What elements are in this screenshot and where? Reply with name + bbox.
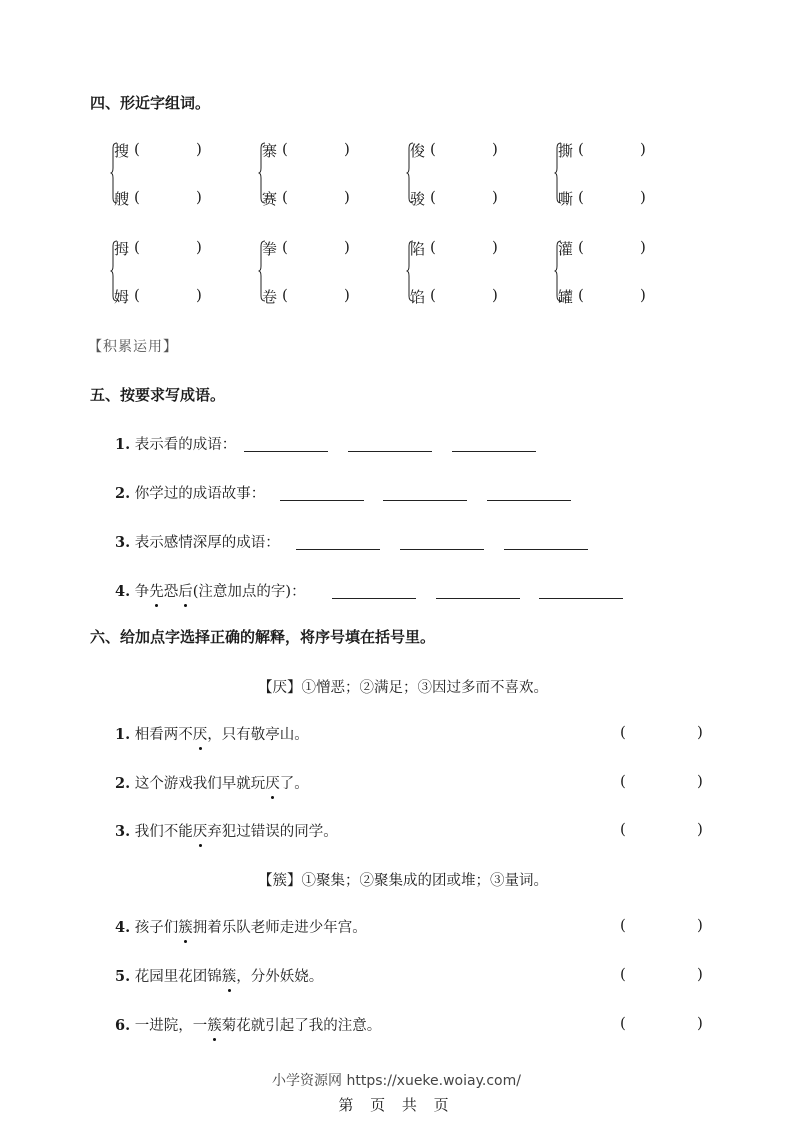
answer-paren-open[interactable]: ( — [620, 1014, 626, 1032]
item-text: ，只有敬亭山。 — [207, 727, 309, 743]
item-text: 拥着乐队老师走进少年宫。 — [192, 920, 367, 936]
answer-paren-open[interactable]: ( — [282, 286, 288, 304]
character: 拳 — [262, 240, 278, 258]
answer-paren-close[interactable]: ) — [640, 238, 646, 256]
answer-paren-close[interactable]: ) — [697, 772, 703, 790]
answer-paren-close[interactable]: ) — [196, 238, 202, 256]
dotted-character: 后 — [178, 580, 193, 601]
answer-paren-close[interactable]: ) — [697, 820, 703, 838]
answer-paren-close[interactable]: ) — [196, 286, 202, 304]
character: 寨 — [262, 142, 278, 160]
item-number: 1. — [115, 436, 131, 453]
answer-paren-close[interactable]: ) — [492, 286, 498, 304]
answer-paren-open[interactable]: ( — [578, 286, 584, 304]
answer-blank[interactable] — [348, 437, 432, 452]
item-number: 3. — [115, 534, 131, 551]
definition-cu: 【簇】①聚集；②聚集成的团或堆；③量词。 — [258, 873, 548, 889]
answer-paren-close[interactable]: ) — [344, 140, 350, 158]
explanation-item-6 — [115, 1014, 381, 1035]
word-pair-row — [410, 286, 498, 307]
item-text: 了。 — [279, 776, 309, 792]
dotted-character: 簇 — [178, 916, 193, 937]
answer-paren-close[interactable]: ) — [344, 286, 350, 304]
word-pair-row — [262, 286, 350, 307]
page-number: 第 页 共 页 — [338, 1096, 455, 1114]
character: 拇 — [114, 240, 130, 258]
character: 艘 — [114, 190, 130, 208]
character: 卷 — [262, 288, 278, 306]
answer-paren-close[interactable]: ) — [697, 1014, 703, 1032]
item-text: ，分外妖娆。 — [236, 969, 324, 985]
answer-paren-close[interactable]: ) — [640, 188, 646, 206]
answer-blank[interactable] — [296, 535, 380, 550]
footer-site: 小学资源网 https://xueke.woiay.com/ — [272, 1073, 521, 1089]
dotted-character: 簇 — [207, 1014, 222, 1035]
answer-blank[interactable] — [280, 486, 364, 501]
answer-blank[interactable] — [383, 486, 467, 501]
answer-paren-open[interactable]: ( — [430, 188, 436, 206]
answer-paren-open[interactable]: ( — [134, 188, 140, 206]
explanation-item-2 — [115, 772, 309, 793]
answer-paren-open[interactable]: ( — [620, 916, 626, 934]
word-pair-row — [262, 140, 350, 161]
item-text: 菊花就引起了我的注意。 — [221, 1018, 382, 1034]
answer-paren-open[interactable]: ( — [578, 188, 584, 206]
answer-blank[interactable] — [332, 584, 416, 599]
explanation-item-3 — [115, 820, 338, 841]
answer-paren-open[interactable]: ( — [578, 140, 584, 158]
word-pair-row — [410, 140, 498, 161]
item-number: 4. — [115, 919, 131, 936]
answer-paren-open[interactable]: ( — [430, 140, 436, 158]
answer-paren-open[interactable]: ( — [282, 238, 288, 256]
answer-paren-open[interactable]: ( — [620, 965, 626, 983]
word-pair-row — [114, 140, 202, 161]
character: 罐 — [558, 288, 574, 306]
answer-paren-close[interactable]: ) — [640, 140, 646, 158]
idiom-item-3 — [115, 531, 280, 552]
item-text: 恐 — [163, 584, 179, 600]
idiom-item-4 — [115, 580, 306, 601]
answer-paren-open[interactable]: ( — [430, 286, 436, 304]
answer-paren-close[interactable]: ) — [344, 238, 350, 256]
answer-paren-close[interactable]: ) — [492, 188, 498, 206]
section5-title: 五、按要求写成语。 — [90, 386, 226, 404]
item-text: 我们不能 — [134, 824, 193, 840]
item-number: 6. — [115, 1017, 131, 1034]
character: 俊 — [410, 142, 426, 160]
item-text: 你学过的成语故事： — [134, 486, 266, 502]
word-pair-row — [410, 188, 498, 209]
dotted-character: 厌 — [193, 820, 208, 841]
item-number: 4. — [115, 583, 131, 600]
word-pair-row — [114, 286, 202, 307]
answer-paren-close[interactable]: ) — [344, 188, 350, 206]
idiom-item-1 — [115, 433, 236, 454]
item-text: 一进院，一 — [134, 1018, 208, 1034]
item-text: 表示看的成语： — [134, 437, 237, 453]
character: 嘶 — [558, 190, 574, 208]
answer-blank[interactable] — [539, 584, 623, 599]
answer-paren-open[interactable]: ( — [620, 723, 626, 741]
word-pair-row — [558, 286, 646, 307]
answer-paren-close[interactable]: ) — [492, 238, 498, 256]
item-number: 2. — [115, 485, 131, 502]
answer-blank[interactable] — [487, 486, 571, 501]
explanation-item-1 — [115, 723, 309, 744]
answer-paren-open[interactable]: ( — [134, 286, 140, 304]
answer-paren-open[interactable]: ( — [282, 140, 288, 158]
answer-paren-open[interactable]: ( — [620, 820, 626, 838]
character: 陷 — [410, 240, 426, 258]
answer-paren-open[interactable]: ( — [430, 238, 436, 256]
character: 姆 — [114, 288, 130, 306]
answer-paren-open[interactable]: ( — [578, 238, 584, 256]
answer-paren-close[interactable]: ) — [196, 188, 202, 206]
answer-paren-close[interactable]: ) — [196, 140, 202, 158]
answer-blank[interactable] — [452, 437, 536, 452]
character: 搜 — [114, 142, 130, 160]
item-text: 花园里花团锦 — [134, 969, 222, 985]
item-text: 相看两不 — [134, 727, 193, 743]
answer-blank[interactable] — [504, 535, 588, 550]
definition-yan: 【厌】①憎恶；②满足；③因过多而不喜欢。 — [258, 680, 548, 696]
answer-paren-close[interactable]: ) — [697, 723, 703, 741]
character: 灌 — [558, 240, 574, 258]
section6-title: 六、给加点字选择正确的解释，将序号填在括号里。 — [90, 628, 436, 646]
answer-blank[interactable] — [436, 584, 520, 599]
item-number: 1. — [115, 726, 131, 743]
item-text: 表示感情深厚的成语： — [134, 535, 280, 551]
answer-paren-open[interactable]: ( — [282, 188, 288, 206]
word-pair-row — [262, 238, 350, 259]
answer-blank[interactable] — [244, 437, 328, 452]
word-pair-row — [558, 188, 646, 209]
character: 骏 — [410, 190, 426, 208]
word-pair-row — [410, 238, 498, 259]
character: 馅 — [410, 288, 426, 306]
item-number: 3. — [115, 823, 131, 840]
character: 撕 — [558, 142, 574, 160]
answer-paren-close[interactable]: ) — [697, 965, 703, 983]
dotted-character: 厌 — [193, 723, 208, 744]
dotted-character: 厌 — [265, 772, 280, 793]
answer-paren-close[interactable]: ) — [492, 140, 498, 158]
item-number: 5. — [115, 968, 131, 985]
word-pair-row — [114, 238, 202, 259]
section-tag: 【积累运用】 — [88, 339, 178, 355]
answer-paren-close[interactable]: ) — [697, 916, 703, 934]
section4-title: 四、形近字组词。 — [90, 94, 211, 112]
item-text: 这个游戏我们早就玩 — [134, 776, 266, 792]
answer-paren-open[interactable]: ( — [620, 772, 626, 790]
item-text: 弃犯过错误的同学。 — [207, 824, 338, 840]
dotted-character: 簇 — [222, 965, 237, 986]
explanation-item-5 — [115, 965, 323, 986]
word-pair-row — [262, 188, 350, 209]
character: 赛 — [262, 190, 278, 208]
word-pair-row — [558, 140, 646, 161]
answer-blank[interactable] — [400, 535, 484, 550]
item-text: 争 — [134, 584, 150, 600]
item-text: (注意加点的字)： — [192, 584, 306, 600]
answer-paren-open[interactable]: ( — [134, 238, 140, 256]
answer-paren-open[interactable]: ( — [134, 140, 140, 158]
dotted-character: 先 — [149, 580, 164, 601]
word-pair-row — [558, 238, 646, 259]
idiom-item-2 — [115, 482, 265, 503]
explanation-item-4 — [115, 916, 367, 937]
item-text: 孩子们 — [134, 920, 179, 936]
item-number: 2. — [115, 775, 131, 792]
word-pair-row — [114, 188, 202, 209]
answer-paren-close[interactable]: ) — [640, 286, 646, 304]
